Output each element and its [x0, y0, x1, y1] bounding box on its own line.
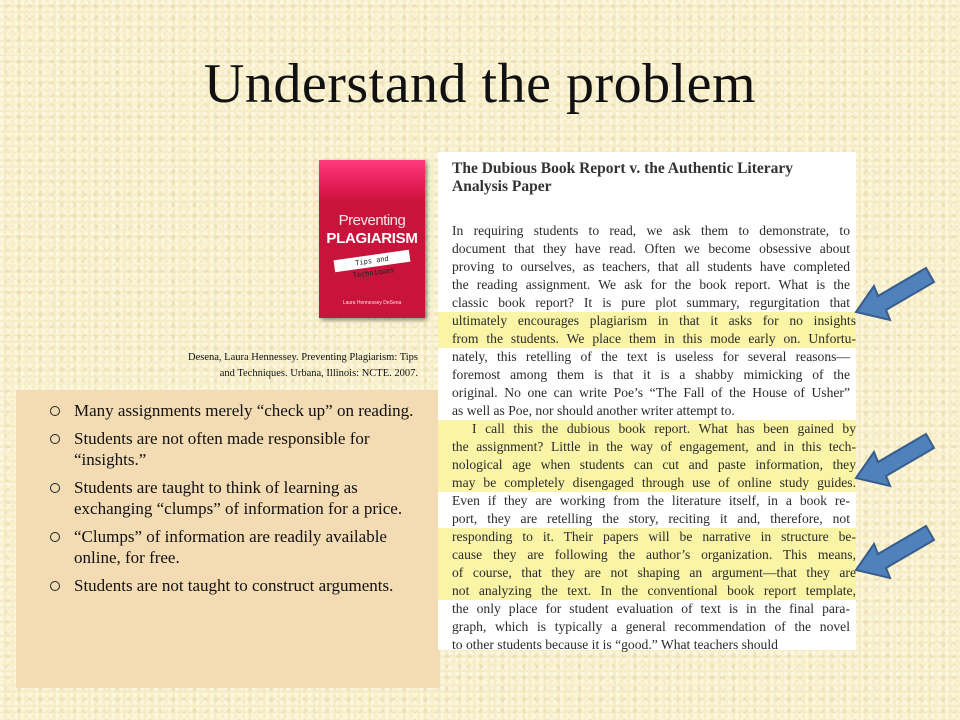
bullet-item: [50, 575, 428, 596]
excerpt-line-highlighted: the assignment? Little in the way of engagement, and in this tech-: [438, 438, 856, 456]
excerpt-line-highlighted: nological age when students can cut and paste information, they: [438, 456, 856, 474]
excerpt-line: graph, which is typically a general recommendation of the novel: [452, 619, 850, 634]
bullet-list: [16, 390, 440, 596]
bullet-item: [50, 400, 428, 421]
excerpt-heading: The Dubious Book Report v. the Authentic Literary Analysis Paper: [452, 160, 794, 195]
excerpt-line: foremost among them is that it is a shabby mimicking of the: [452, 367, 850, 382]
excerpt-line-highlighted: responding to it. Their papers will be narrative in structure be-: [438, 528, 856, 546]
bullet-item: [50, 477, 428, 519]
excerpt-line-highlighted: not analyzing the text. In the conventional book report template,: [438, 582, 856, 600]
excerpt-line-highlighted: I call this the dubious book report. What has been gained by: [438, 420, 856, 438]
excerpt-line: document that they have read. Often we become obsessive about: [452, 241, 850, 256]
citation: [100, 350, 418, 382]
bullet-text: Many assignments merely “check up” on reading.: [74, 401, 414, 420]
excerpt-line-highlighted: from the students. We place them in this mode early on. Unfortu-: [438, 330, 856, 348]
citation-line2: and Techniques. Urbana, Illinois: NCTE. 2007.: [219, 368, 418, 379]
arrow-left-down-icon: [852, 264, 938, 324]
excerpt-line: the reading assignment. We ask for the book report. What is the: [452, 277, 850, 292]
book-title-line1: Preventing: [338, 212, 406, 229]
excerpt-line: Even if they are working from the literature itself, in a book re-: [452, 493, 850, 508]
book-subtitle: Tips and Techniques: [334, 250, 411, 272]
bullet-item: [50, 428, 428, 470]
excerpt-line-highlighted: may be completely disengaged through use of online study guides.: [438, 474, 856, 492]
excerpt-line: the only place for student evaluation of text is in the final para-: [452, 601, 850, 616]
excerpt-line: to other students because it is “good.” What teachers should: [452, 637, 778, 652]
book-excerpt-image: [438, 152, 856, 650]
arrow-left-down-icon: [852, 522, 938, 582]
bullet-item: [50, 526, 428, 568]
circle-bullet-icon: [50, 532, 60, 542]
page-title: Understand the problem: [203, 53, 757, 115]
excerpt-line: In requiring students to read, we ask them to demonstrate, to: [452, 223, 850, 238]
excerpt-line: proving to ourselves, as teachers, that all students have completed: [452, 259, 850, 274]
excerpt-line: port, they are retelling the story, reciting it and, therefore, not: [452, 511, 850, 526]
book-cover-image: [319, 160, 425, 318]
circle-bullet-icon: [50, 581, 60, 591]
excerpt-line-highlighted: cause they are following the author’s organization. This means,: [438, 546, 856, 564]
circle-bullet-icon: [50, 434, 60, 444]
bullet-text: Students are taught to think of learning as exchanging “clumps” of information for a price.: [74, 478, 403, 518]
bullet-text: “Clumps” of information are readily available online, for free.: [74, 527, 387, 567]
excerpt-line: nately, this retelling of the text is useless for several reasons—: [452, 349, 850, 364]
book-author: Laura Hennessey DeSena: [342, 300, 402, 306]
excerpt-line: as well as Poe, nor should another writer attempt to.: [452, 403, 735, 418]
arrow-left-down-icon: [852, 430, 938, 490]
excerpt-line-highlighted: ultimately encourages plagiarism in that it asks for no insights: [438, 312, 856, 330]
citation-line1: Desena, Laura Hennessey. Preventing Plagiarism: Tips: [188, 352, 418, 363]
excerpt-line-highlighted: of course, that they are not shaping an argument—that they are: [438, 564, 856, 582]
bullet-text: Students are not often made responsible for “insights.”: [74, 429, 370, 469]
excerpt-line: original. No one can write Poe’s “The Fall of the House of Usher”: [452, 385, 850, 400]
circle-bullet-icon: [50, 406, 60, 416]
book-title-line2: PLAGIARISM: [326, 230, 418, 247]
bullet-text: Students are not taught to construct arguments.: [74, 576, 394, 595]
bullet-list-box: [16, 390, 440, 688]
excerpt-line: classic book report? It is pure plot summary, regurgitation that: [452, 295, 850, 310]
circle-bullet-icon: [50, 483, 60, 493]
